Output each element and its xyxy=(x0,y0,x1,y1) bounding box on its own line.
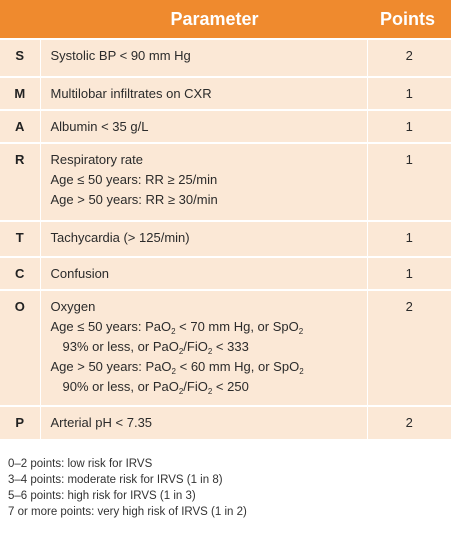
header-parameter: Parameter xyxy=(40,0,367,39)
text-fragment: < 70 mm Hg, or SpO xyxy=(175,319,299,334)
row-parameter xyxy=(40,257,367,290)
parameter-line: Multilobar infiltrates on CXR xyxy=(50,86,212,101)
row-letter: R xyxy=(0,143,40,221)
text-fragment: Age ≤ 50 years: PaO xyxy=(50,319,172,334)
row-points: 1 xyxy=(367,221,451,257)
row-parameter xyxy=(40,110,367,143)
risk-note: 5–6 points: high risk for IRVS (1 in 3) xyxy=(8,490,196,502)
subscript: 2 xyxy=(299,367,304,376)
text-fragment: < 333 xyxy=(212,339,249,354)
row-letter: T xyxy=(0,221,40,257)
parameter-line: Systolic BP < 90 mm Hg xyxy=(50,48,191,63)
parameter-line: Tachycardia (> 125/min) xyxy=(50,230,190,245)
row-parameter xyxy=(40,406,367,439)
row-points: 2 xyxy=(367,406,451,439)
text-fragment: /FiO xyxy=(183,339,208,354)
row-letter: P xyxy=(0,406,40,439)
table-row xyxy=(0,110,451,143)
row-parameter xyxy=(40,77,367,110)
table-row xyxy=(0,257,451,290)
table-header-row xyxy=(0,0,451,39)
header-points: Points xyxy=(367,0,451,39)
row-points: 1 xyxy=(367,77,451,110)
text-fragment: < 60 mm Hg, or SpO xyxy=(176,359,300,374)
text-fragment: Age > 50 years: PaO xyxy=(50,359,172,374)
row-letter: A xyxy=(0,110,40,143)
parameter-line: Albumin < 35 g/L xyxy=(50,119,149,134)
table-row xyxy=(0,143,451,221)
table-row xyxy=(0,406,451,439)
table-row xyxy=(0,221,451,257)
row-letter: M xyxy=(0,77,40,110)
row-parameter xyxy=(40,39,367,77)
subscript: 2 xyxy=(178,347,184,356)
row-points: 2 xyxy=(367,290,451,406)
row-parameter xyxy=(40,290,367,406)
parameter-line: Age ≤ 50 years: RR ≥ 25/min xyxy=(50,172,218,187)
row-parameter xyxy=(40,221,367,257)
table-row xyxy=(0,77,451,110)
text-fragment: 90% or less, or PaO xyxy=(62,379,179,394)
parameter-line xyxy=(51,377,357,397)
row-letter: S xyxy=(0,39,40,77)
row-points: 2 xyxy=(367,39,451,77)
parameter-line xyxy=(51,317,357,337)
parameter-line: Confusion xyxy=(50,266,110,281)
table-row xyxy=(0,39,451,77)
parameter-line: Age > 50 years: RR ≥ 30/min xyxy=(50,192,218,207)
text-fragment: < 250 xyxy=(212,379,249,394)
text-fragment: 93% or less, or PaO xyxy=(62,339,179,354)
subscript: 2 xyxy=(171,367,176,376)
risk-note: 3–4 points: moderate risk for IRVS (1 in 8) xyxy=(8,474,223,486)
parameter-line: Arterial pH < 7.35 xyxy=(50,415,153,430)
parameter-line: Oxygen xyxy=(50,299,96,314)
row-points: 1 xyxy=(367,257,451,290)
row-points: 1 xyxy=(367,110,451,143)
parameter-line xyxy=(51,357,357,377)
parameter-line: Respiratory rate xyxy=(50,152,143,167)
subscript: 2 xyxy=(178,387,184,396)
text-fragment: /FiO xyxy=(183,379,208,394)
row-letter: O xyxy=(0,290,40,406)
subscript: 2 xyxy=(298,327,304,336)
parameter-line xyxy=(51,337,357,357)
row-letter: C xyxy=(0,257,40,290)
risk-notes xyxy=(8,456,247,520)
subscript: 2 xyxy=(171,327,176,336)
risk-note: 0–2 points: low risk for IRVS xyxy=(8,458,153,470)
subscript: 2 xyxy=(207,387,213,396)
row-points: 1 xyxy=(367,143,451,221)
table-row xyxy=(0,290,451,406)
risk-note: 7 or more points: very high risk of IRVS (1 in 2) xyxy=(8,506,247,518)
header-letter-cell xyxy=(0,0,40,39)
row-parameter xyxy=(40,143,367,221)
subscript: 2 xyxy=(207,347,213,356)
